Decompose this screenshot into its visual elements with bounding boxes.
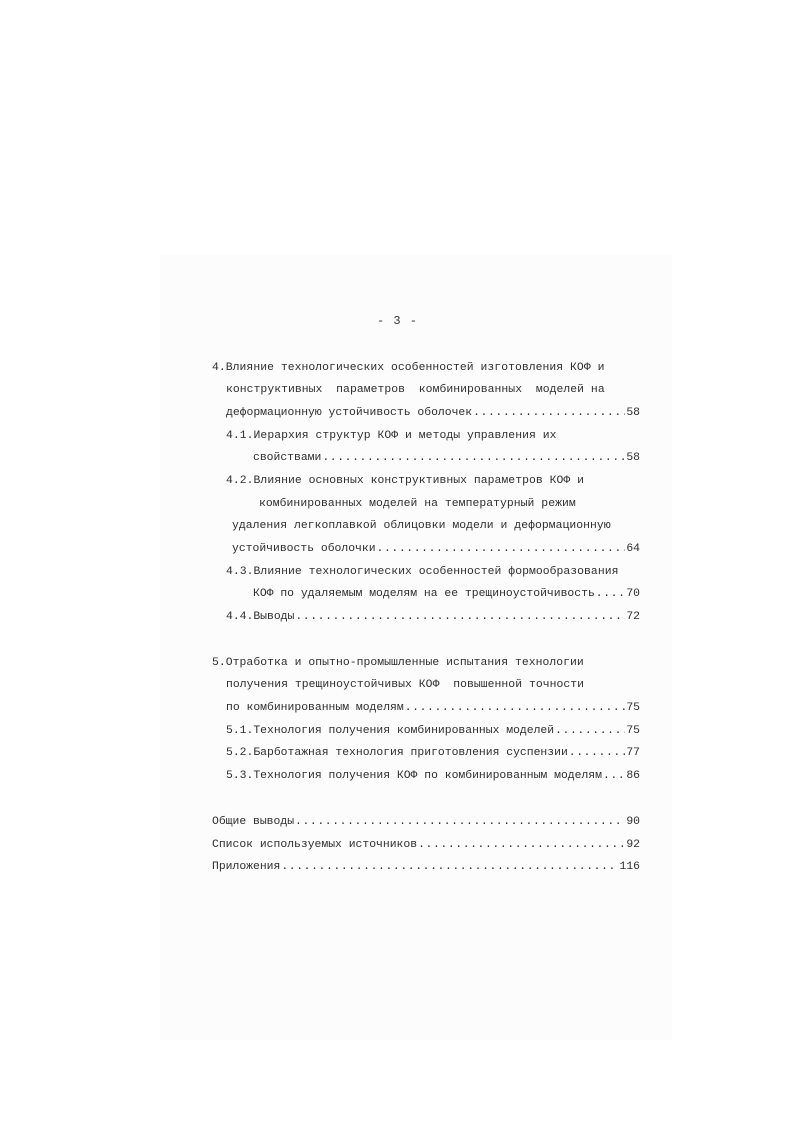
dot-leader <box>603 769 625 783</box>
toc-entry-ch5[interactable] <box>226 701 640 715</box>
toc-entry-4-2[interactable] <box>232 542 640 556</box>
toc-label: Список используемых источников <box>212 839 418 851</box>
toc-page-number: 75 <box>626 702 640 714</box>
toc-page-number: 90 <box>626 816 640 828</box>
toc-label: 5.2.Барботажная технология приготовления суспензии <box>226 747 568 759</box>
toc-entry-4-4[interactable] <box>226 610 640 624</box>
toc-4-3-title-line-1: 4.3.Влияние технологических особенностей формообразования <box>226 566 619 578</box>
toc-page-number: 58 <box>626 452 640 464</box>
toc-entry-5-3[interactable] <box>226 769 640 783</box>
toc-entry-general-conclusions[interactable] <box>212 815 640 829</box>
toc-4-1-title-line-1: 4.1.Иерархия структур КОФ и методы управления их <box>226 430 557 442</box>
toc-label: Приложения <box>212 861 281 873</box>
toc-page-number: 58 <box>626 407 640 419</box>
toc-entry-4-1[interactable] <box>253 451 640 465</box>
dot-leader <box>555 724 625 738</box>
toc-ch5-title-line-2: получения трещиноустойчивых КОФ повышенной точности <box>226 679 585 691</box>
toc-page-number: 64 <box>626 543 640 555</box>
toc-page-number: 75 <box>626 725 640 737</box>
toc-4-2-title-line-3: удаления легкоплавкой облицовки модели и деформационную <box>232 520 611 532</box>
dot-leader <box>569 746 626 760</box>
toc-page-number: 70 <box>626 588 640 600</box>
toc-label: Общие выводы <box>212 816 295 828</box>
toc-ch4-title-line-2: конструктивных параметров комбинированных моделей на <box>226 384 605 396</box>
dot-leader <box>295 815 625 829</box>
toc-entry-4-3[interactable] <box>253 587 640 601</box>
dot-leader <box>596 587 626 601</box>
toc-4-2-title-line-1: 4.2.Влияние основных конструктивных параметров КОФ и <box>226 475 585 487</box>
toc-label: свойствами <box>253 452 322 464</box>
toc-label: 5.3.Технология получения КОФ по комбинированным моделям <box>226 770 602 782</box>
toc-4-2-title-line-2: комбинированных моделей на температурный режим <box>259 498 576 510</box>
dot-leader <box>377 542 626 556</box>
toc-label: по комбинированным моделям <box>226 702 404 714</box>
toc-entry-ch4[interactable] <box>226 406 640 420</box>
dot-leader <box>405 701 626 715</box>
dot-leader <box>281 860 618 874</box>
toc-label: устойчивость оболочки <box>232 543 376 555</box>
dot-leader <box>322 451 625 465</box>
toc-page-number: 77 <box>626 747 640 759</box>
toc-page-number: 86 <box>626 770 640 782</box>
toc-entry-references[interactable] <box>212 838 640 852</box>
toc-entry-5-2[interactable] <box>226 746 640 760</box>
toc-label: деформационную устойчивость оболочек <box>226 407 473 419</box>
dot-leader <box>295 610 625 624</box>
toc-label: КОФ по удаляемым моделям на ее трещиноустойчивость <box>253 588 595 600</box>
page-number: - 3 - <box>376 314 418 328</box>
toc-ch5-title-line-1: 5.Отработка и опытно-промышленные испытания технологии <box>212 657 584 669</box>
toc-label: 4.4.Выводы <box>226 611 295 623</box>
toc-page-number: 116 <box>619 861 640 873</box>
toc-label: 5.1.Технология получения комбинированных моделей <box>226 725 555 737</box>
toc-ch4-title-line-1: 4.Влияние технологических особенностей изготовления КОФ и <box>212 362 605 374</box>
toc-page-number: 72 <box>626 611 640 623</box>
toc-entry-appendices[interactable] <box>212 860 640 874</box>
toc-page-number: 92 <box>626 839 640 851</box>
toc-entry-5-1[interactable] <box>226 724 640 738</box>
dot-leader <box>473 406 625 420</box>
dot-leader <box>418 838 625 852</box>
